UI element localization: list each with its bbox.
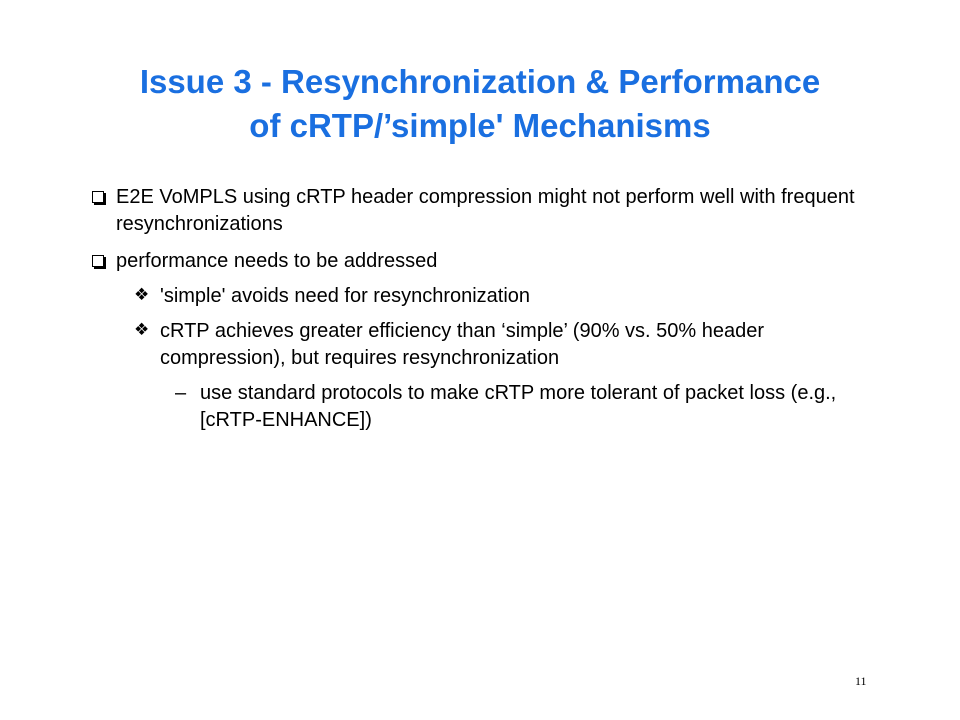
- bullet-text: performance needs to be addressed: [116, 250, 438, 272]
- sub-bullet-text: cRTP achieves greater efficiency than ‘simple’ (90% vs. 50% header compression), but requires resynchronization: [160, 320, 765, 369]
- dash-bullet-marker: –: [175, 382, 187, 404]
- slide-title-line-1: Issue 3 - Resynchronization & Performance: [139, 63, 821, 100]
- sub-bullet-text: 'simple' avoids need for resynchronization: [160, 285, 531, 307]
- sub-sub-bullet-text: use standard protocols to make cRTP more tolerant of packet loss (e.g., [cRTP-ENHANCE]): [200, 382, 837, 431]
- four-diamond-bullet-icon: ❖: [134, 285, 150, 305]
- bullet-item: [92, 248, 872, 275]
- sub-bullet-item: [134, 283, 874, 310]
- bullet-item: [92, 184, 872, 238]
- hollow-square-bullet-icon: [92, 191, 104, 203]
- sub-bullet-item: [134, 318, 874, 372]
- four-diamond-bullet-icon: ❖: [134, 320, 150, 340]
- slide-title-line-2: of cRTP/’simple' Mechanisms: [249, 107, 711, 144]
- hollow-square-bullet-icon: [92, 255, 104, 267]
- slide-title: [60, 60, 900, 148]
- bullet-text: E2E VoMPLS using cRTP header compression might not perform well with frequent resynchronizations: [116, 186, 855, 235]
- page-number: 11: [855, 674, 867, 688]
- sub-sub-bullet-item: [175, 380, 875, 434]
